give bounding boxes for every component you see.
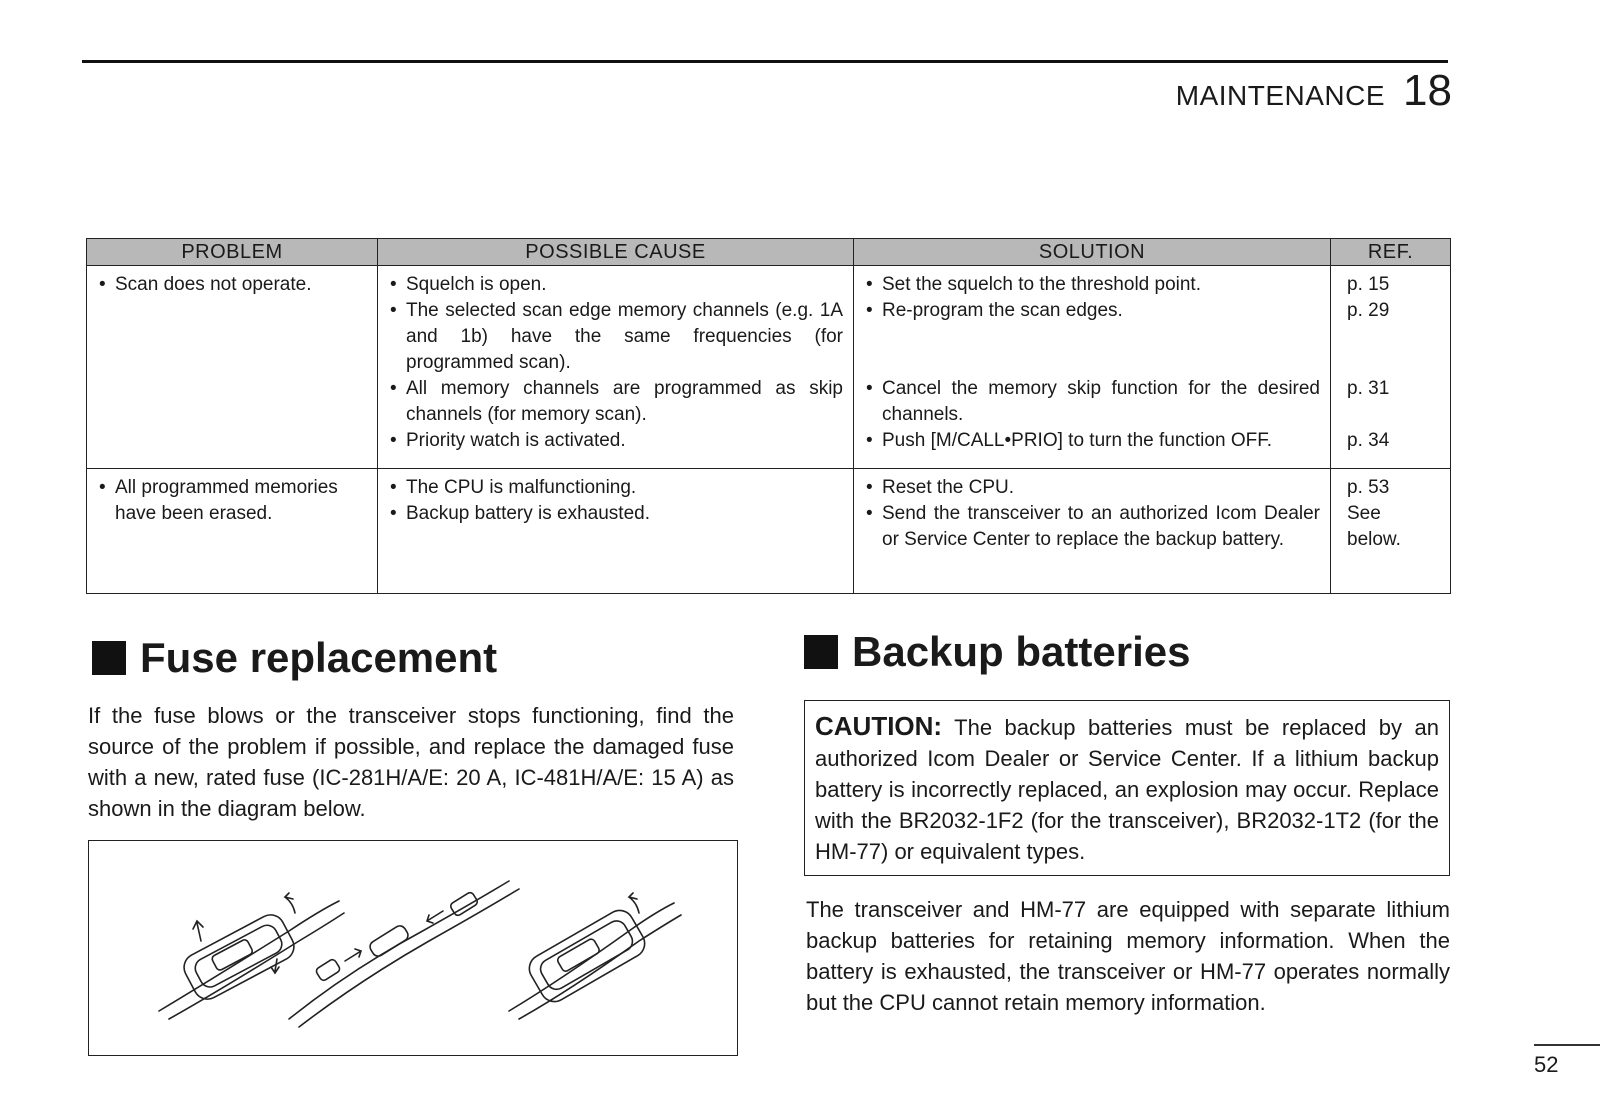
solution-item: • Cancel the memory skip function for the desired channels.	[864, 376, 1320, 428]
cause-item: • The selected scan edge memory channels (e.g. 1A and 1b) have the same frequencies (for programmed scan).	[388, 298, 843, 376]
ref-cell	[1331, 266, 1451, 469]
fuse-paragraph: If the fuse blows or the transceiver stops functioning, find the source of the problem if possible, and replace the damaged fuse with a new, rated fuse (IC-281H/A/E: 20 A, IC-481H/A/E: 15 A) as shown in the diagram below.	[88, 703, 734, 821]
cause-cell	[378, 469, 854, 594]
backup-title: Backup batteries	[852, 628, 1191, 675]
backup-heading	[804, 628, 1190, 676]
section-title: MAINTENANCE	[1175, 80, 1386, 111]
table-row	[87, 469, 1451, 594]
ref-item: p. 31	[1347, 378, 1390, 399]
cause-item: • Backup battery is exhausted.	[388, 501, 843, 527]
problem-text: • All programmed memories have been erased.	[97, 475, 367, 527]
problem-cell	[87, 469, 378, 594]
table-header-row	[87, 239, 1451, 266]
solution-cell	[854, 266, 1331, 469]
solution-item: • Re-program the scan edges.	[864, 298, 1320, 324]
backup-paragraph: The transceiver and HM-77 are equipped with separate lithium backup batteries for retaining memory information. When the battery is exhausted, the transceiver or HM-77 operates normally but the CPU cannot retain memory information.	[806, 897, 1450, 1015]
ref-item: p. 29	[1347, 300, 1390, 321]
page-number: 52	[1534, 1052, 1559, 1077]
chapter-number: 18	[1403, 66, 1452, 115]
fuse-heading	[92, 634, 497, 682]
solution-item: • Reset the CPU.	[864, 475, 1320, 501]
fuse-holder-illustration	[89, 841, 737, 1055]
caution-text: The backup batteries must be replaced by an authorized Icom Dealer or Service Center. If a lithium backup battery is incorrectly replaced, an explosion may occur. Replace with the BR2032-1F2 (for the transceiver), BR2032-1T2 (for the HM-77) or equivalent types.	[815, 715, 1439, 864]
ref-item: p. 15	[1347, 274, 1390, 295]
caution-box	[804, 700, 1450, 876]
page-header	[1176, 66, 1452, 116]
header-solution: SOLUTION	[854, 239, 1331, 266]
troubleshooting-table	[86, 238, 1451, 594]
header-problem: PROBLEM	[87, 239, 378, 266]
cause-cell	[378, 266, 854, 469]
solution-cell	[854, 469, 1331, 594]
cause-item: • Priority watch is activated.	[388, 428, 843, 454]
fuse-diagram	[88, 840, 738, 1056]
header-possible-cause: POSSIBLE CAUSE	[378, 239, 854, 266]
page-corner-rule	[1534, 1044, 1600, 1046]
cause-item: • The CPU is malfunctioning.	[388, 475, 843, 501]
cause-item: • Squelch is open.	[388, 272, 843, 298]
solution-item: • Send the transceiver to an authorized Icom Dealer or Service Center to replace the backup battery.	[864, 501, 1320, 553]
fuse-title: Fuse replacement	[140, 634, 498, 681]
cause-item: • All memory channels are programmed as skip channels (for memory scan).	[388, 376, 843, 428]
solution-item: • Push [M/CALL•PRIO] to turn the function OFF.	[864, 428, 1320, 454]
header-ref: REF.	[1331, 239, 1451, 266]
heading-square-icon	[804, 635, 838, 669]
ref-item: p. 53	[1347, 477, 1390, 498]
heading-square-icon	[92, 641, 126, 675]
problem-cell	[87, 266, 378, 469]
top-rule	[82, 60, 1448, 63]
ref-item: p. 34	[1347, 430, 1390, 451]
caution-label: CAUTION:	[815, 711, 943, 741]
solution-item: • Set the squelch to the threshold point.	[864, 272, 1320, 298]
ref-cell	[1331, 469, 1451, 594]
ref-item: See below.	[1347, 503, 1401, 550]
problem-text: • Scan does not operate.	[97, 272, 367, 298]
table-row	[87, 266, 1451, 469]
